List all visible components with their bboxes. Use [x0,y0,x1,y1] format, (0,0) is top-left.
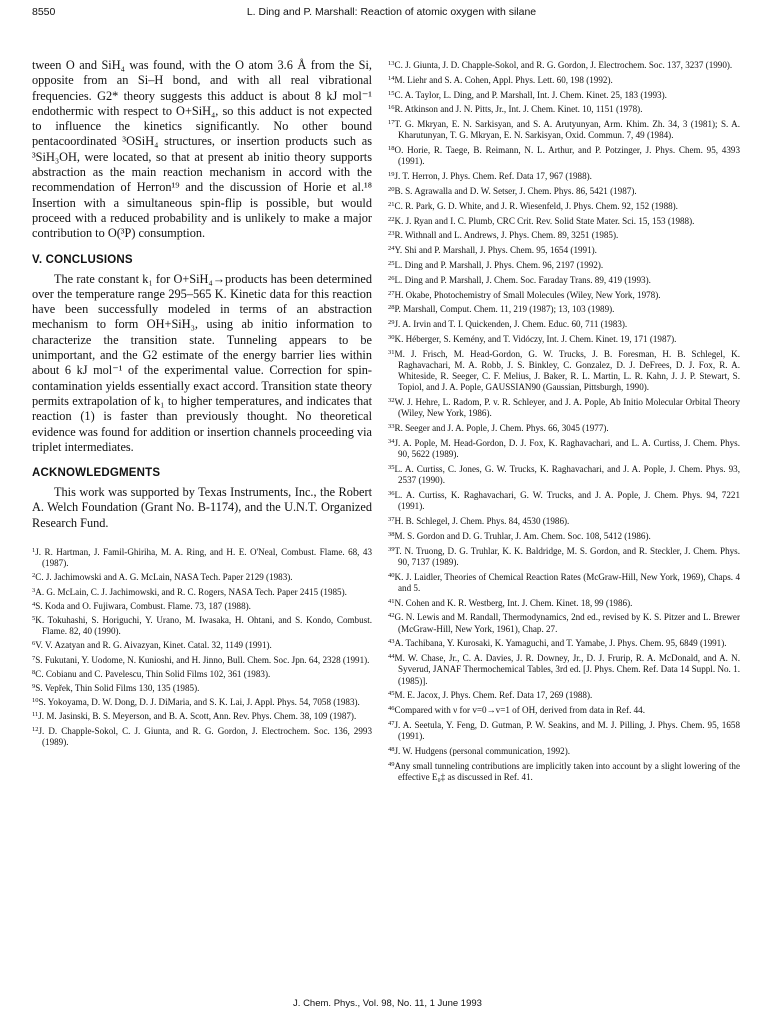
reference-text: J. W. Hudgens (personal communication, 1992). [394,745,571,756]
reference-number: 20 [388,185,395,193]
reference-text: T. G. Mkryan, E. N. Sarkisyan, and S. A. Arutyunyan, Arm. Khim. Zh. 34, 3 (1981); S. A. Kharutunyan, T. G. Mkryan, E. N. Sarkisyan, Oxid. Commun. 7, 49 (1984). [394,119,740,141]
reference-text: T. N. Truong, D. G. Truhlar, K. K. Baldridge, M. S. Gordon, and R. Steckler, J. Chem. Phys. 90, 7137 (1989). [394,545,740,567]
reference-number: 45 [388,690,395,698]
reference-item [32,545,372,569]
reference-number: 13 [388,60,395,67]
reference-item [388,544,740,568]
reference-text: K. J. Laidler, Theories of Chemical Reaction Rates (McGraw-Hill, New York, 1969), Chaps. 4 and 5. [394,571,740,593]
reference-text: L. Ding and P. Marshall, J. Chem. Soc. Faraday Trans. 89, 419 (1993). [394,274,651,285]
reference-item [32,709,372,722]
reference-number: 9 [32,683,36,691]
reference-text: O. Horie, R. Taege, B. Reimann, N. L. Arthur, and P. Potzinger, J. Phys. Chem. 95, 4393 (1991). [394,145,740,167]
reference-item [388,169,740,182]
reference-text: A. G. McLain, C. J. Jachimowski, and R. C. Rogers, NASA Tech. Paper 2415 (1985). [35,586,347,597]
acknowledgments-heading: ACKNOWLEDGMENTS [32,467,161,480]
reference-number: 12 [32,725,39,733]
reference-text: J. T. Herron, J. Phys. Chem. Ref. Data 17, 967 (1988). [394,171,592,182]
reference-item [388,243,740,256]
reference-text: H. Okabe, Photochemistry of Small Molecules (Wiley, New York, 1978). [394,289,661,300]
reference-text: S. Yokoyama, D. W. Dong, D. J. DiMaria, and S. K. Lai, J. Appl. Phys. 54, 7058 (1983). [38,697,360,708]
reference-item [388,332,740,345]
reference-item [388,703,740,716]
reference-text: P. Marshall, Comput. Chem. 11, 219 (1987); 13, 103 (1989). [394,304,615,315]
intro-paragraph: tween O and SiH₄ was found, with the O atom 3.6 Å from the Si, opposite from an Si–H bond, and with all real vibrational frequencies. G2* theory suggests this adduct is about 8 kJ mol⁻¹ endothermic with respect to O+SiH₄, so this adduct is not expected to influence the kinetics significantly. No other bound pentacoordinated ³OSiH₄ structures, or insertion products such as ³SiH₃OH, were located, so that at present ab initio theory supports abstraction as the main reaction mechanism in accord with the recommendation of Herron¹⁹ and the discussion of Horie et al.¹⁸ Insertion with a simultaneous spin-flip is possible, but would proceed with a reduced probability and is unlikely to make a major contribution to O(³P) consumption. [32,58,372,241]
reference-number: 17 [388,119,395,127]
reference-item [32,667,372,680]
reference-number: 30 [388,333,395,341]
reference-text: G. N. Lewis and M. Randall, Thermodynamics, 2nd ed., revised by K. S. Pitzer and L. Brewer (McGraw-Hill, New York, 1961), Chap. 27. [394,612,740,634]
reference-item [388,288,740,301]
reference-text: M. S. Gordon and D. G. Truhlar, J. Am. Chem. Soc. 108, 5412 (1986). [394,530,651,541]
reference-number: 3 [32,586,36,594]
reference-text: V. V. Azatyan and R. G. Aivazyan, Kinet. Catal. 32, 1149 (1991). [35,640,272,651]
reference-item [388,688,740,701]
reference-item [388,258,740,271]
reference-number: 40 [388,571,395,579]
reference-item [388,610,740,634]
running-title: L. Ding and P. Marshall: Reaction of atomic oxygen with silane [246,6,537,18]
reference-text: C. A. Taylor, L. Ding, and P. Marshall, Int. J. Chem. Kinet. 25, 183 (1993). [394,89,667,100]
reference-text: W. J. Hehre, L. Radom, P. v. R. Schleyer, and J. A. Pople, Ab Initio Molecular Orbital Theory (Wiley, New York, 1986). [394,397,740,419]
reference-number: 29 [388,319,395,327]
reference-number: 21 [388,200,395,208]
reference-number: 11 [32,711,39,719]
reference-item [388,214,740,227]
reference-text: J. A. Irvin and T. I. Quickenden, J. Chem. Educ. 60, 711 (1983). [394,319,628,330]
reference-number: 2 [32,572,36,580]
reference-text: J. M. Jasinski, B. S. Meyerson, and B. A. Scott, Ann. Rev. Phys. Chem. 38, 109 (1987). [38,711,357,722]
reference-text: C. Cobianu and C. Pavelescu, Thin Solid Films 102, 361 (1983). [35,668,271,679]
reference-text: J. R. Hartman, J. Famil-Ghiriha, M. A. Ring, and H. E. O'Neal, Combust. Flame. 68, 43 (1987). [35,547,372,569]
reference-item [388,395,740,419]
reference-text: Y. Shi and P. Marshall, J. Phys. Chem. 95, 1654 (1991). [394,245,597,256]
reference-text: A. Tachibana, Y. Kurosaki, K. Yamaguchi, and T. Yamabe, J. Phys. Chem. 95, 6849 (1991). [394,638,727,649]
reference-item [388,58,740,71]
reference-number: 6 [32,640,36,648]
reference-item [32,724,372,748]
reference-item [388,347,740,394]
reference-number: 32 [388,397,395,405]
reference-text: C. R. Park, G. D. White, and J. R. Wiesenfeld, J. Phys. Chem. 92, 152 (1988). [394,200,678,211]
reference-text: H. B. Schlegel, J. Chem. Phys. 84, 4530 (1986). [394,515,570,526]
reference-item [388,102,740,115]
reference-item [388,421,740,434]
reference-number: 4 [32,600,36,608]
acknowledgments-paragraph: This work was supported by Texas Instruments, Inc., the Robert A. Welch Foundation (Grant No. B-1174), and the U.N.T. Organized Research Fund. [32,485,372,530]
reference-text: M. W. Chase, Jr., C. A. Davies, J. R. Downey, Jr., D. J. Frurip, R. A. McDonald, and A. N. Syverud, JANAF Thermochemical Tables, 3rd ed. [J. Phys. Chem. Ref. Data 14 Suppl. No. 1. (1985)]. [394,653,740,686]
reference-text: M. J. Frisch, M. Head-Gordon, G. W. Trucks, J. B. Foresman, H. B. Schlegel, K. Raghavachari, M. A. Robb, J. S. Binkley, C. Gonzalez, D. J. DeFrees, D. J. Fox, R. A. Whiteside, R. Seeger, C. F. Melius, J. Baker, R. L. Martin, L. R. Kahn, J. J. P. Stewart, S. Topiol, and J. A. Pople, GAUSSIAN90 (Gaussian, Pittsburgh, 1990). [394,348,740,393]
reference-text: Any small tunneling contributions are implicitly taken into account by a slight lowering of the effective E₀‡ as discussed in Ref. 41. [394,760,740,782]
reference-item [388,744,740,757]
reference-number: 33 [388,423,395,431]
reference-number: 37 [388,515,395,523]
reference-item [388,302,740,315]
reference-item [32,599,372,612]
reference-item [388,462,740,486]
reference-text: K. J. Ryan and I. C. Plumb, CRC Crit. Rev. Solid State Mater. Sci. 15, 153 (1988). [394,215,695,226]
reference-item [388,636,740,649]
reference-number: 39 [388,545,395,553]
reference-number: 48 [388,745,395,753]
reference-number: 31 [388,348,395,356]
reference-item [388,273,740,286]
reference-number: 1 [32,547,36,555]
reference-item [388,143,740,167]
reference-list-left [32,545,372,748]
reference-item [388,436,740,460]
reference-text: J. D. Chapple-Sokol, C. J. Giunta, and R. G. Gordon, J. Electrochem. Soc. 136, 2993 (1989). [38,725,372,747]
reference-text: S. Koda and O. Fujiwara, Combust. Flame. 73, 187 (1988). [35,600,251,611]
reference-text: B. S. Agrawalla and D. W. Setser, J. Chem. Phys. 86, 5421 (1987). [394,185,637,196]
reference-number: 22 [388,215,395,223]
journal-citation-footer: J. Chem. Phys., Vol. 98, No. 11, 1 June 1993 [293,998,482,1009]
reference-text: Compared with ν for v=0→v=1 of OH, derived from data in Ref. 44. [394,705,645,716]
reference-item [32,695,372,708]
reference-text: R. Withnall and L. Andrews, J. Phys. Chem. 89, 3251 (1985). [394,230,619,241]
reference-item [32,613,372,637]
right-column [388,58,740,785]
reference-number: 47 [388,719,395,727]
conclusions-heading: V. CONCLUSIONS [32,253,133,266]
reference-item [388,117,740,141]
reference-item [388,759,740,783]
reference-item [32,638,372,651]
reference-text: K. Héberger, S. Kemény, and T. Vidóczy, Int. J. Chem. Kinet. 19, 171 (1987). [394,333,677,344]
reference-number: 5 [32,615,36,623]
reference-number: 10 [32,697,39,705]
reference-text: L. A. Curtiss, K. Raghavachari, G. W. Trucks, and J. A. Pople, J. Chem. Phys. 94, 7221 (1991). [394,489,740,512]
reference-item [388,570,740,594]
reference-item [388,73,740,86]
reference-number: 34 [388,437,395,445]
reference-text: S. Fukutani, Y. Uodome, N. Kunioshi, and H. Jinno, Bull. Chem. Soc. Jpn. 64, 2328 (1991). [35,654,370,665]
reference-number: 7 [32,654,36,662]
reference-number: 19 [388,171,395,179]
reference-item [388,184,740,197]
reference-item [388,718,740,742]
reference-text: J. A. Seetula, Y. Feng, D. Gutman, P. W. Seakins, and M. J. Pilling, J. Phys. Chem. 95, 1658 (1991). [394,719,740,742]
reference-item [388,317,740,330]
reference-text: M. Liehr and S. A. Cohen, Appl. Phys. Lett. 60, 198 (1992). [394,74,613,85]
conclusions-paragraph: The rate constant k₁ for O+SiH₄→products has been determined over the temperature range 295–565 K. Kinetic data for this reaction have been successfully modeled in terms of an abstraction mechanism to form OH+SiH₃, using ab initio information to characterize the transition state. Tunneling appears to be unimportant, and the G2 estimate of the energy barrier lies within about 6 kJ mol⁻¹ of the experimental value. Correction for spin-contamination yields essentially exact accord. Transition state theory permits extrapolation of k₁ to higher temperatures, and indicates that reaction (1) is faster than previously thought. No theoretical evidence was found for addition or insertion channels proceeding via triplet intermediates. [32,271,372,454]
reference-item [388,199,740,212]
reference-text: N. Cohen and K. R. Westberg, Int. J. Chem. Kinet. 18, 99 (1986). [394,597,633,608]
reference-number: 28 [388,304,395,312]
running-header [32,6,751,24]
page-number: 8550 [32,6,56,18]
reference-list-right [388,58,740,783]
reference-text: L. A. Curtiss, C. Jones, G. W. Trucks, K. Raghavachari, and J. A. Pople, J. Chem. Phys. 93, 2537 (1990). [394,463,740,486]
reference-text: M. E. Jacox, J. Phys. Chem. Ref. Data 17, 269 (1988). [394,690,593,701]
reference-number: 43 [388,638,395,646]
reference-number: 46 [388,705,395,713]
reference-number: 23 [388,230,395,238]
reference-number: 44 [388,653,395,661]
reference-number: 42 [388,612,395,620]
reference-number: 25 [388,259,395,267]
reference-number: 18 [388,145,395,153]
reference-text: C. J. Jachimowski and A. G. McLain, NASA Tech. Paper 2129 (1983). [35,572,293,583]
reference-number: 16 [388,104,395,112]
reference-number: 14 [388,74,395,82]
reference-text: K. Tokuhashi, S. Horiguchi, Y. Urano, M. Iwasaka, H. Ohtani, and S. Kondo, Combust. Flame. 82, 40 (1990). [35,615,372,637]
reference-text: C. J. Giunta, J. D. Chapple-Sokol, and R. G. Gordon, J. Electrochem. Soc. 137, 3237 (1990). [394,60,733,70]
reference-item [32,653,372,666]
reference-number: 8 [32,668,36,676]
reference-item [388,651,740,687]
reference-number: 38 [388,530,395,538]
left-column [32,58,372,749]
reference-item [32,681,372,694]
reference-number: 24 [388,245,395,253]
reference-item [388,529,740,542]
reference-text: R. Seeger and J. A. Pople, J. Chem. Phys. 66, 3045 (1977). [394,423,609,434]
reference-text: L. Ding and P. Marshall, J. Phys. Chem. 96, 2197 (1992). [394,259,604,270]
reference-item [388,596,740,609]
reference-text: R. Atkinson and J. N. Pitts, Jr., Int. J. Chem. Kinet. 10, 1151 (1978). [394,104,643,115]
reference-number: 26 [388,274,395,282]
reference-number: 41 [388,597,395,605]
reference-text: J. A. Pople, M. Head-Gordon, D. J. Fox, K. Raghavachari, and L. A. Curtiss, J. Chem. Phys. 90, 5622 (1989). [394,437,740,460]
reference-number: 35 [388,463,395,471]
reference-item [32,585,372,598]
reference-item [388,514,740,527]
reference-item [32,570,372,583]
reference-item [388,88,740,101]
reference-item [388,488,740,512]
reference-number: 36 [388,489,395,497]
reference-number: 49 [388,760,395,768]
reference-number: 15 [388,89,395,97]
reference-text: S. Vepřek, Thin Solid Films 130, 135 (1985). [35,683,200,694]
reference-number: 27 [388,289,395,297]
reference-item [388,228,740,241]
